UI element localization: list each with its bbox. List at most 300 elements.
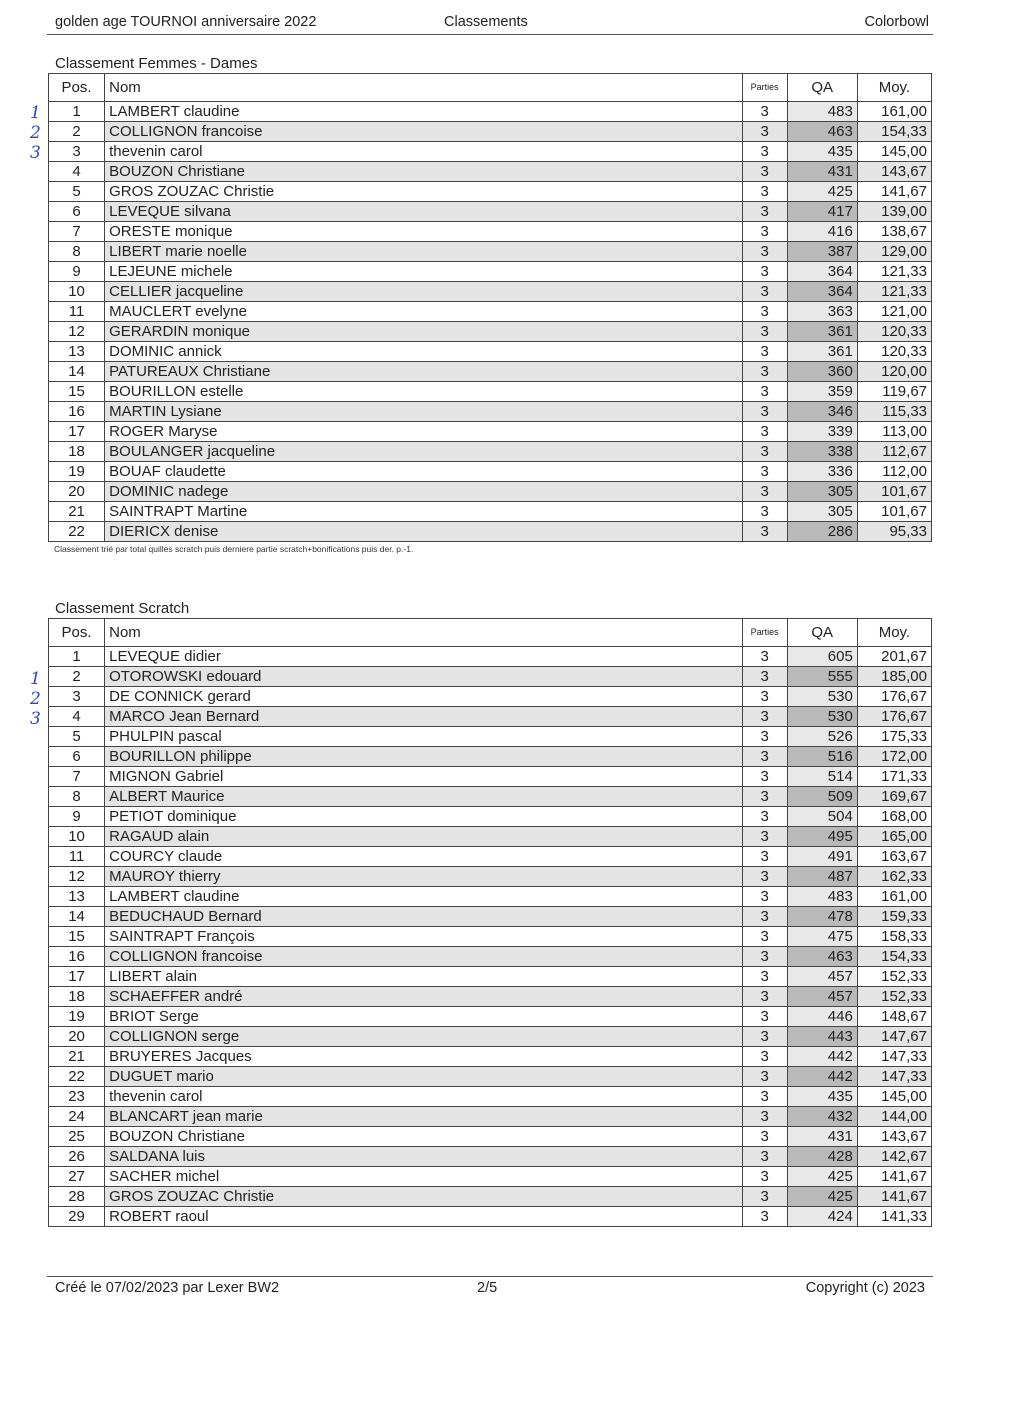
table-header-row <box>49 74 932 102</box>
page-header <box>47 10 933 35</box>
femmes-ranking-table <box>48 73 932 542</box>
name-cell: BOUZON Christiane <box>105 162 742 182</box>
pos-cell: 4 <box>49 707 105 727</box>
table-row <box>49 342 932 362</box>
page-number: 2/5 <box>477 1280 498 1296</box>
scratch-ranking-table <box>48 618 932 1227</box>
name-cell: DOMINIC nadege <box>105 482 742 502</box>
parties-cell: 3 <box>742 1167 787 1187</box>
table-row <box>49 1047 932 1067</box>
name-cell: OTOROWSKI edouard <box>105 667 742 687</box>
name-cell: BRIOT Serge <box>105 1007 742 1027</box>
moy-cell: 141,67 <box>857 1187 931 1207</box>
table-row <box>49 1147 932 1167</box>
sort-note: Classement trié par total quilles scratch puis derniere partie scratch+bonifications puis der. p.-1. <box>54 544 414 554</box>
qa-cell: 491 <box>787 847 857 867</box>
qa-cell: 555 <box>787 667 857 687</box>
table-row <box>49 142 932 162</box>
parties-cell: 3 <box>742 1027 787 1047</box>
pos-cell: 5 <box>49 727 105 747</box>
qa-cell: 516 <box>787 747 857 767</box>
pos-cell: 24 <box>49 1107 105 1127</box>
moy-cell: 129,00 <box>857 242 931 262</box>
col-qa-header: QA <box>787 619 857 647</box>
handwritten-mark: 1 <box>30 103 41 123</box>
moy-cell: 141,33 <box>857 1207 931 1227</box>
handwritten-mark: 1 <box>30 669 41 689</box>
pos-cell: 9 <box>49 807 105 827</box>
qa-cell: 364 <box>787 262 857 282</box>
name-cell: BOULANGER jacqueline <box>105 442 742 462</box>
handwritten-marks-scratch <box>30 669 41 729</box>
table-row <box>49 707 932 727</box>
moy-cell: 95,33 <box>857 522 931 542</box>
pos-cell: 13 <box>49 887 105 907</box>
parties-cell: 3 <box>742 1147 787 1167</box>
moy-cell: 141,67 <box>857 1167 931 1187</box>
name-cell: LEVEQUE silvana <box>105 202 742 222</box>
qa-cell: 425 <box>787 182 857 202</box>
parties-cell: 3 <box>742 462 787 482</box>
table-row <box>49 667 932 687</box>
table-row <box>49 182 932 202</box>
pos-cell: 3 <box>49 142 105 162</box>
name-cell: SACHER michel <box>105 1167 742 1187</box>
table-row <box>49 787 932 807</box>
parties-cell: 3 <box>742 142 787 162</box>
moy-cell: 142,67 <box>857 1147 931 1167</box>
qa-cell: 483 <box>787 887 857 907</box>
parties-cell: 3 <box>742 1207 787 1227</box>
pos-cell: 6 <box>49 747 105 767</box>
moy-cell: 152,33 <box>857 987 931 1007</box>
moy-cell: 172,00 <box>857 747 931 767</box>
qa-cell: 360 <box>787 362 857 382</box>
parties-cell: 3 <box>742 282 787 302</box>
name-cell: COLLIGNON francoise <box>105 122 742 142</box>
name-cell: BOURILLON philippe <box>105 747 742 767</box>
pos-cell: 19 <box>49 462 105 482</box>
qa-cell: 361 <box>787 322 857 342</box>
table-row <box>49 1007 932 1027</box>
pos-cell: 17 <box>49 422 105 442</box>
parties-cell: 3 <box>742 847 787 867</box>
name-cell: LEVEQUE didier <box>105 647 742 667</box>
qa-cell: 478 <box>787 907 857 927</box>
qa-cell: 530 <box>787 687 857 707</box>
parties-cell: 3 <box>742 382 787 402</box>
moy-cell: 143,67 <box>857 162 931 182</box>
parties-cell: 3 <box>742 647 787 667</box>
parties-cell: 3 <box>742 787 787 807</box>
moy-cell: 159,33 <box>857 907 931 927</box>
table-row <box>49 1067 932 1087</box>
table-row <box>49 402 932 422</box>
moy-cell: 168,00 <box>857 807 931 827</box>
tournament-title: golden age TOURNOI anniversaire 2022 <box>55 14 317 30</box>
table-row <box>49 222 932 242</box>
parties-cell: 3 <box>742 987 787 1007</box>
parties-cell: 3 <box>742 667 787 687</box>
col-nom-header: Nom <box>105 74 742 102</box>
qa-cell: 463 <box>787 947 857 967</box>
qa-cell: 346 <box>787 402 857 422</box>
moy-cell: 120,33 <box>857 322 931 342</box>
qa-cell: 605 <box>787 647 857 667</box>
name-cell: ORESTE monique <box>105 222 742 242</box>
handwritten-mark: 2 <box>30 689 41 709</box>
qa-cell: 431 <box>787 162 857 182</box>
qa-cell: 487 <box>787 867 857 887</box>
table-row <box>49 867 932 887</box>
table-row <box>49 322 932 342</box>
name-cell: LAMBERT claudine <box>105 102 742 122</box>
moy-cell: 147,67 <box>857 1027 931 1047</box>
qa-cell: 424 <box>787 1207 857 1227</box>
moy-cell: 152,33 <box>857 967 931 987</box>
pos-cell: 16 <box>49 402 105 422</box>
scratch-section-title: Classement Scratch <box>55 600 190 617</box>
parties-cell: 3 <box>742 162 787 182</box>
qa-cell: 339 <box>787 422 857 442</box>
table-row <box>49 522 932 542</box>
table-row <box>49 362 932 382</box>
pos-cell: 8 <box>49 242 105 262</box>
table-row <box>49 282 932 302</box>
qa-cell: 442 <box>787 1047 857 1067</box>
parties-cell: 3 <box>742 242 787 262</box>
col-parties-header: Parties <box>742 619 787 647</box>
table-row <box>49 1167 932 1187</box>
pos-cell: 2 <box>49 667 105 687</box>
created-info: Créé le 07/02/2023 par Lexer BW2 <box>55 1280 280 1296</box>
name-cell: BOUAF claudette <box>105 462 742 482</box>
moy-cell: 120,33 <box>857 342 931 362</box>
table-row <box>49 302 932 322</box>
handwritten-mark: 2 <box>30 123 41 143</box>
copyright: Copyright (c) 2023 <box>805 1280 925 1296</box>
table-row <box>49 807 932 827</box>
moy-cell: 185,00 <box>857 667 931 687</box>
table-row <box>49 947 932 967</box>
parties-cell: 3 <box>742 867 787 887</box>
handwritten-mark: 3 <box>30 709 41 729</box>
table-row <box>49 827 932 847</box>
name-cell: DUGUET mario <box>105 1067 742 1087</box>
moy-cell: 145,00 <box>857 1087 931 1107</box>
parties-cell: 3 <box>742 502 787 522</box>
parties-cell: 3 <box>742 522 787 542</box>
moy-cell: 115,33 <box>857 402 931 422</box>
table-row <box>49 987 932 1007</box>
pos-cell: 10 <box>49 282 105 302</box>
name-cell: BEDUCHAUD Bernard <box>105 907 742 927</box>
pos-cell: 4 <box>49 162 105 182</box>
parties-cell: 3 <box>742 907 787 927</box>
pos-cell: 13 <box>49 342 105 362</box>
moy-cell: 158,33 <box>857 927 931 947</box>
name-cell: COLLIGNON serge <box>105 1027 742 1047</box>
parties-cell: 3 <box>742 102 787 122</box>
name-cell: LEJEUNE michele <box>105 262 742 282</box>
name-cell: PETIOT dominique <box>105 807 742 827</box>
col-pos-header: Pos. <box>49 74 105 102</box>
qa-cell: 428 <box>787 1147 857 1167</box>
page-footer <box>47 1276 933 1301</box>
table-row <box>49 767 932 787</box>
moy-cell: 121,00 <box>857 302 931 322</box>
moy-cell: 165,00 <box>857 827 931 847</box>
parties-cell: 3 <box>742 322 787 342</box>
name-cell: BOURILLON estelle <box>105 382 742 402</box>
parties-cell: 3 <box>742 887 787 907</box>
table-row <box>49 1107 932 1127</box>
pos-cell: 8 <box>49 787 105 807</box>
qa-cell: 442 <box>787 1067 857 1087</box>
moy-cell: 154,33 <box>857 122 931 142</box>
pos-cell: 21 <box>49 502 105 522</box>
name-cell: MARCO Jean Bernard <box>105 707 742 727</box>
qa-cell: 483 <box>787 102 857 122</box>
parties-cell: 3 <box>742 707 787 727</box>
pos-cell: 15 <box>49 382 105 402</box>
pos-cell: 16 <box>49 947 105 967</box>
parties-cell: 3 <box>742 967 787 987</box>
table-row <box>49 847 932 867</box>
name-cell: LIBERT alain <box>105 967 742 987</box>
parties-cell: 3 <box>742 482 787 502</box>
moy-cell: 162,33 <box>857 867 931 887</box>
pos-cell: 20 <box>49 1027 105 1047</box>
parties-cell: 3 <box>742 1187 787 1207</box>
table-row <box>49 927 932 947</box>
moy-cell: 161,00 <box>857 887 931 907</box>
name-cell: MAUCLERT evelyne <box>105 302 742 322</box>
pos-cell: 17 <box>49 967 105 987</box>
name-cell: GROS ZOUZAC Christie <box>105 1187 742 1207</box>
moy-cell: 101,67 <box>857 482 931 502</box>
col-pos-header: Pos. <box>49 619 105 647</box>
moy-cell: 101,67 <box>857 502 931 522</box>
pos-cell: 21 <box>49 1047 105 1067</box>
parties-cell: 3 <box>742 1127 787 1147</box>
moy-cell: 120,00 <box>857 362 931 382</box>
qa-cell: 336 <box>787 462 857 482</box>
qa-cell: 435 <box>787 142 857 162</box>
moy-cell: 139,00 <box>857 202 931 222</box>
table-row <box>49 202 932 222</box>
qa-cell: 514 <box>787 767 857 787</box>
moy-cell: 143,67 <box>857 1127 931 1147</box>
parties-cell: 3 <box>742 182 787 202</box>
qa-cell: 530 <box>787 707 857 727</box>
table-row <box>49 482 932 502</box>
qa-cell: 443 <box>787 1027 857 1047</box>
parties-cell: 3 <box>742 122 787 142</box>
table-row <box>49 747 932 767</box>
qa-cell: 457 <box>787 967 857 987</box>
qa-cell: 431 <box>787 1127 857 1147</box>
moy-cell: 169,67 <box>857 787 931 807</box>
pos-cell: 18 <box>49 987 105 1007</box>
name-cell: BOUZON Christiane <box>105 1127 742 1147</box>
moy-cell: 147,33 <box>857 1067 931 1087</box>
qa-cell: 425 <box>787 1187 857 1207</box>
moy-cell: 171,33 <box>857 767 931 787</box>
table-row <box>49 502 932 522</box>
pos-cell: 27 <box>49 1167 105 1187</box>
table-row <box>49 422 932 442</box>
parties-cell: 3 <box>742 827 787 847</box>
parties-cell: 3 <box>742 262 787 282</box>
qa-cell: 457 <box>787 987 857 1007</box>
pos-cell: 22 <box>49 522 105 542</box>
name-cell: MARTIN Lysiane <box>105 402 742 422</box>
qa-cell: 417 <box>787 202 857 222</box>
pos-cell: 20 <box>49 482 105 502</box>
qa-cell: 359 <box>787 382 857 402</box>
name-cell: thevenin carol <box>105 142 742 162</box>
moy-cell: 161,00 <box>857 102 931 122</box>
pos-cell: 19 <box>49 1007 105 1027</box>
name-cell: DE CONNICK gerard <box>105 687 742 707</box>
qa-cell: 526 <box>787 727 857 747</box>
pos-cell: 5 <box>49 182 105 202</box>
table-header-row <box>49 619 932 647</box>
pos-cell: 29 <box>49 1207 105 1227</box>
name-cell: GROS ZOUZAC Christie <box>105 182 742 202</box>
qa-cell: 305 <box>787 502 857 522</box>
name-cell: LIBERT marie noelle <box>105 242 742 262</box>
name-cell: COURCY claude <box>105 847 742 867</box>
name-cell: LAMBERT claudine <box>105 887 742 907</box>
table-row <box>49 1087 932 1107</box>
qa-cell: 446 <box>787 1007 857 1027</box>
name-cell: PATUREAUX Christiane <box>105 362 742 382</box>
name-cell: SAINTRAPT Martine <box>105 502 742 522</box>
parties-cell: 3 <box>742 422 787 442</box>
parties-cell: 3 <box>742 1007 787 1027</box>
moy-cell: 144,00 <box>857 1107 931 1127</box>
pos-cell: 25 <box>49 1127 105 1147</box>
name-cell: SALDANA luis <box>105 1147 742 1167</box>
qa-cell: 435 <box>787 1087 857 1107</box>
qa-cell: 463 <box>787 122 857 142</box>
qa-cell: 416 <box>787 222 857 242</box>
table-row <box>49 162 932 182</box>
qa-cell: 338 <box>787 442 857 462</box>
pos-cell: 11 <box>49 847 105 867</box>
moy-cell: 138,67 <box>857 222 931 242</box>
table-row <box>49 1027 932 1047</box>
name-cell: CELLIER jacqueline <box>105 282 742 302</box>
pos-cell: 23 <box>49 1087 105 1107</box>
name-cell: ROGER Maryse <box>105 422 742 442</box>
moy-cell: 121,33 <box>857 262 931 282</box>
table-row <box>49 1207 932 1227</box>
pos-cell: 6 <box>49 202 105 222</box>
document-title: Classements <box>444 14 528 30</box>
parties-cell: 3 <box>742 927 787 947</box>
moy-cell: 121,33 <box>857 282 931 302</box>
parties-cell: 3 <box>742 222 787 242</box>
table-row <box>49 687 932 707</box>
pos-cell: 22 <box>49 1067 105 1087</box>
handwritten-marks-femmes <box>30 103 41 163</box>
name-cell: ROBERT raoul <box>105 1207 742 1227</box>
parties-cell: 3 <box>742 442 787 462</box>
table-row <box>49 1187 932 1207</box>
table-row <box>49 242 932 262</box>
moy-cell: 176,67 <box>857 707 931 727</box>
table-row <box>49 382 932 402</box>
table-row <box>49 887 932 907</box>
pos-cell: 11 <box>49 302 105 322</box>
parties-cell: 3 <box>742 767 787 787</box>
name-cell: DOMINIC annick <box>105 342 742 362</box>
table-row <box>49 122 932 142</box>
parties-cell: 3 <box>742 342 787 362</box>
parties-cell: 3 <box>742 202 787 222</box>
table-row <box>49 442 932 462</box>
qa-cell: 387 <box>787 242 857 262</box>
name-cell: BRUYERES Jacques <box>105 1047 742 1067</box>
qa-cell: 509 <box>787 787 857 807</box>
table-row <box>49 907 932 927</box>
moy-cell: 148,67 <box>857 1007 931 1027</box>
moy-cell: 176,67 <box>857 687 931 707</box>
moy-cell: 201,67 <box>857 647 931 667</box>
pos-cell: 26 <box>49 1147 105 1167</box>
qa-cell: 363 <box>787 302 857 322</box>
table-row <box>49 967 932 987</box>
name-cell: thevenin carol <box>105 1087 742 1107</box>
moy-cell: 145,00 <box>857 142 931 162</box>
parties-cell: 3 <box>742 687 787 707</box>
table-row <box>49 1127 932 1147</box>
qa-cell: 286 <box>787 522 857 542</box>
pos-cell: 1 <box>49 102 105 122</box>
col-moy-header: Moy. <box>857 619 931 647</box>
name-cell: MIGNON Gabriel <box>105 767 742 787</box>
pos-cell: 7 <box>49 222 105 242</box>
parties-cell: 3 <box>742 1047 787 1067</box>
qa-cell: 495 <box>787 827 857 847</box>
pos-cell: 2 <box>49 122 105 142</box>
parties-cell: 3 <box>742 362 787 382</box>
name-cell: GERARDIN monique <box>105 322 742 342</box>
moy-cell: 154,33 <box>857 947 931 967</box>
parties-cell: 3 <box>742 1087 787 1107</box>
moy-cell: 147,33 <box>857 1047 931 1067</box>
table-row <box>49 727 932 747</box>
moy-cell: 119,67 <box>857 382 931 402</box>
name-cell: SAINTRAPT François <box>105 927 742 947</box>
pos-cell: 3 <box>49 687 105 707</box>
parties-cell: 3 <box>742 1067 787 1087</box>
name-cell: COLLIGNON francoise <box>105 947 742 967</box>
parties-cell: 3 <box>742 747 787 767</box>
pos-cell: 1 <box>49 647 105 667</box>
pos-cell: 14 <box>49 362 105 382</box>
moy-cell: 141,67 <box>857 182 931 202</box>
parties-cell: 3 <box>742 402 787 422</box>
name-cell: DIERICX denise <box>105 522 742 542</box>
pos-cell: 9 <box>49 262 105 282</box>
qa-cell: 432 <box>787 1107 857 1127</box>
name-cell: ALBERT Maurice <box>105 787 742 807</box>
pos-cell: 28 <box>49 1187 105 1207</box>
